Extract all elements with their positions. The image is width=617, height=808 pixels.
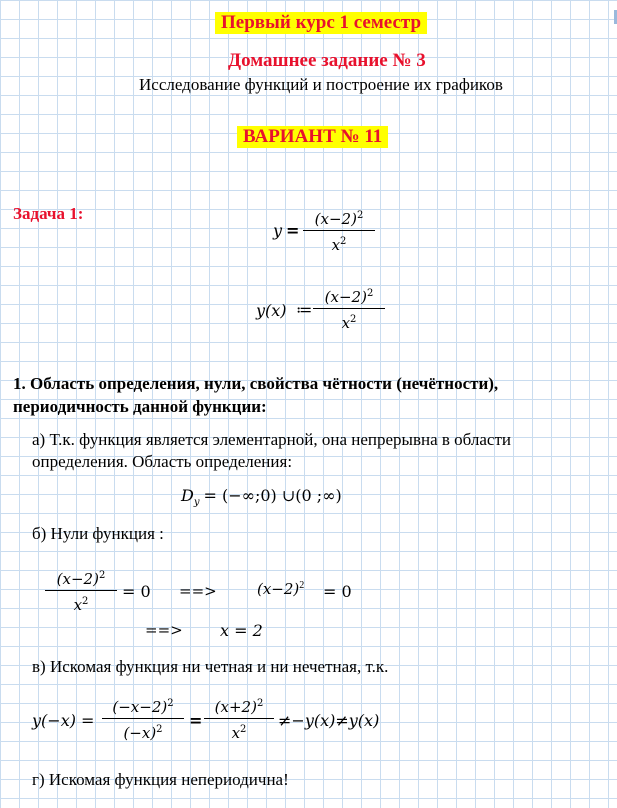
zeros-eq1: = 0 — [122, 582, 151, 601]
parity-equals: = — [189, 711, 203, 730]
task-y-lhs: y — [273, 221, 283, 240]
section1-a-line1: а) Т.к. функция является элементарной, она непрерывна в области — [32, 430, 512, 449]
section1-a-line2: определения. Область определения: — [32, 452, 293, 471]
parity-fraction-1: $(-x-2)^2$ $(-x)^2$ — [102, 694, 184, 743]
section1-title-line1: 1. Область определения, нули, свойства чётности (нечётности), — [13, 374, 499, 393]
parity-fraction-2: $(x+2)^2$ $x^2$ — [204, 694, 274, 743]
zeros-arrow1: ==> — [179, 582, 217, 600]
homework-subtitle: Исследование функций и построение их графиков — [139, 75, 503, 94]
task-def-op: ≔ — [296, 300, 313, 319]
section1-title-line2: периодичность данной функции: — [13, 397, 267, 416]
parity-lhs: y(−x) = — [32, 711, 95, 730]
domain-formula: $D_y$ = (−∞;0) ∪(0 ;∞) — [181, 486, 342, 509]
variant-title: ВАРИАНТ № 11 — [237, 126, 388, 148]
zeros-mid: $(x-2)^2$ — [257, 580, 305, 598]
task-label: Задача 1: — [13, 204, 84, 223]
task-def-fraction: $(x-2)^2$ $x^2$ — [313, 284, 385, 333]
section1-b-text: б) Нули функция : — [32, 524, 164, 543]
task-def-lhs: y(x) — [256, 301, 287, 320]
section1-c-text: в) Искомая функция ни четная и ни нечетная, т.к. — [32, 657, 389, 676]
course-title: Первый курс 1 семестр — [215, 12, 427, 34]
task-fraction: $(x-2)^2$ $x^2$ — [303, 206, 375, 255]
homework-title: Домашнее задание № 3 — [228, 50, 426, 71]
zeros-fraction: $(x-2)^2$ $x^2$ — [45, 566, 117, 615]
task-equals: = — [286, 221, 300, 240]
zeros-result: x = 2 — [220, 621, 263, 640]
zeros-eq2: = 0 — [323, 582, 352, 601]
section1-d-text: г) Искомая функция непериодична! — [32, 770, 289, 789]
zeros-arrow2: ==> — [145, 621, 183, 639]
parity-tail: ≠−y(x)≠y(x) — [278, 711, 380, 730]
